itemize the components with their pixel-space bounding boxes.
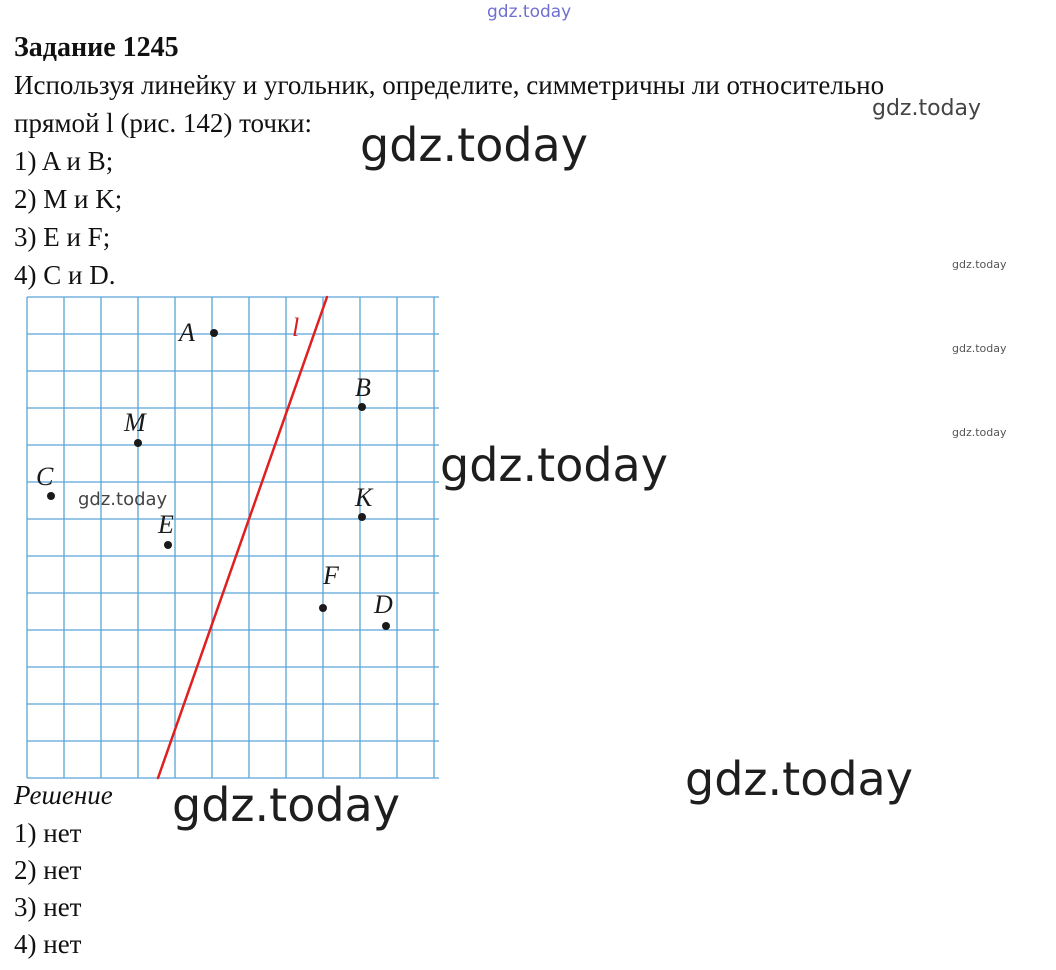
watermark-tiny-3: gdz.today bbox=[952, 426, 1007, 439]
answer-3: 3) нет bbox=[14, 892, 82, 922]
point-k bbox=[358, 513, 366, 521]
symmetry-line-l bbox=[158, 297, 327, 778]
watermark-large-1: gdz.today bbox=[360, 118, 588, 172]
answer-2: 2) нет bbox=[14, 855, 82, 885]
solution-title: Решение bbox=[14, 780, 113, 810]
point-b bbox=[358, 403, 366, 411]
watermark-in-figure: gdz.today bbox=[78, 489, 168, 510]
task-item-2: 2) M и K; bbox=[14, 184, 123, 214]
task-item-3: 3) E и F; bbox=[14, 222, 111, 252]
watermark-small-right: gdz.today bbox=[872, 96, 982, 121]
point-d-label: D bbox=[374, 590, 393, 619]
point-d bbox=[382, 622, 390, 630]
point-a bbox=[210, 329, 218, 337]
watermark-large-3: gdz.today bbox=[685, 752, 913, 806]
watermark-large-2: gdz.today bbox=[440, 438, 668, 492]
point-e bbox=[164, 541, 172, 549]
watermark-top: gdz.today bbox=[487, 2, 572, 22]
point-e-label: E bbox=[158, 510, 174, 539]
point-a-label: A bbox=[179, 318, 195, 347]
task-item-1: 1) A и B; bbox=[14, 146, 114, 176]
point-b-label: B bbox=[355, 373, 371, 402]
watermark-tiny-1: gdz.today bbox=[952, 258, 1007, 271]
point-c-label: C bbox=[36, 462, 54, 491]
watermark-tiny-2: gdz.today bbox=[952, 342, 1007, 355]
task-text-line-1: Используя линейку и угольник, определите, симметричны ли относительно bbox=[14, 70, 885, 100]
point-c bbox=[47, 492, 55, 500]
answer-4: 4) нет bbox=[14, 929, 82, 959]
task-title: Задание 1245 bbox=[14, 32, 179, 63]
point-m bbox=[134, 439, 142, 447]
task-text-line-2: прямой l (рис. 142) точки: bbox=[14, 108, 312, 138]
point-f bbox=[319, 604, 327, 612]
point-m-label: M bbox=[124, 408, 146, 437]
task-item-4: 4) C и D. bbox=[14, 260, 116, 290]
watermark-large-4: gdz.today bbox=[172, 778, 400, 832]
point-f-label: F bbox=[323, 561, 339, 590]
answer-1: 1) нет bbox=[14, 818, 82, 848]
grid-paper bbox=[27, 297, 439, 778]
line-label-l: l bbox=[292, 313, 300, 342]
point-k-label: K bbox=[355, 483, 373, 512]
